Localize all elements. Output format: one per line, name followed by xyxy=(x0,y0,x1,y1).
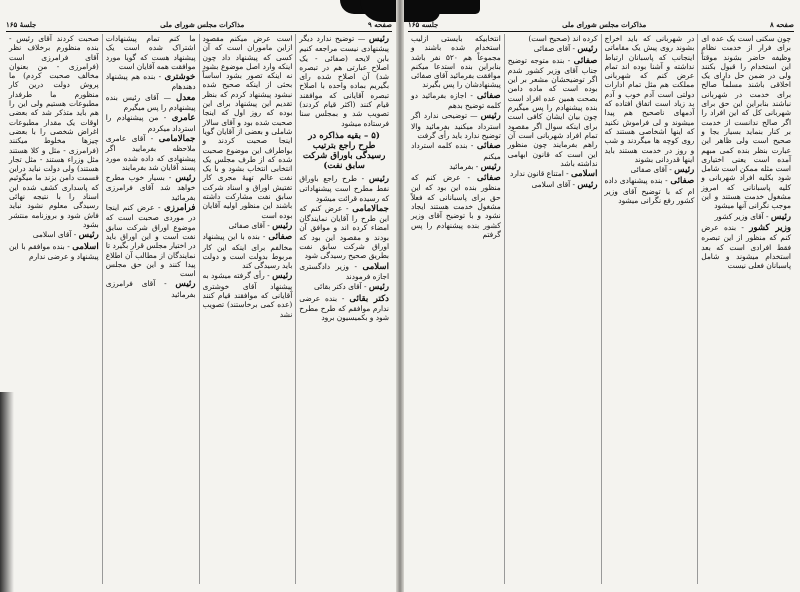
speaker-name: دکتر بقائی xyxy=(349,293,389,304)
speech-paragraph xyxy=(411,91,501,111)
speech-text: - بنده عرضی ندارم موافقم که طرح مطرح شود و بکمیسیون برود xyxy=(299,293,389,323)
speaker-name: فرامرزی xyxy=(164,203,196,214)
speaker-name: رئیس xyxy=(175,279,196,290)
speech-paragraph xyxy=(299,204,389,261)
speaker-name: رئیس xyxy=(272,220,293,231)
speech-text: - آقای دکتر بقائی xyxy=(313,282,367,292)
speaker-name: اسلامی xyxy=(571,169,598,180)
speaker-name: صفائی xyxy=(268,232,293,243)
speech-text: - بسیار خوب مطرح خواهد شد آقای فرامرزی بفرمائید xyxy=(105,173,196,202)
speech-text: - اجازه بفرمائید دو کلمه توضیح بدهم xyxy=(411,90,501,111)
speech-text: - بفرمائید xyxy=(449,161,479,171)
speech-text: - عرض کنم که این طرح را آقایان نمایندگان امضاء کرده اند و موافق آن بودند و مقصود این بود که اوراق شرکت سابق نفت بطریق صحیح رسیدگی شود xyxy=(299,203,389,261)
scan-shadow xyxy=(0,392,14,592)
speaker-name: صفائی xyxy=(476,90,501,101)
speech-paragraph xyxy=(9,230,99,240)
speaker-name: رئیس xyxy=(175,173,196,184)
header-rule xyxy=(6,31,392,32)
speaker-name: جمالامامی xyxy=(158,133,196,144)
speech-paragraph xyxy=(203,221,293,231)
speech-paragraph xyxy=(106,134,196,172)
speech-paragraph xyxy=(508,56,598,169)
text-column xyxy=(295,34,392,584)
speech-paragraph xyxy=(203,232,293,270)
speaker-name: خوشتری xyxy=(164,72,196,83)
speech-text: - بنده پیشنهادی داده ام که با توضیح آقای وزیر کشور رفع نگرانی میشود xyxy=(604,176,695,206)
speech-paragraph xyxy=(411,34,501,90)
speech-text: - طرح راجع باوراق نفط مطرح است پیشنهاداتی که رسیده قرائت میشود xyxy=(299,173,389,203)
speech-text: - بنده با این پیشنهاد مخالفم برای اینکه این کار مربوط بدولت است و دولت باید رسیدگی کند xyxy=(202,232,293,271)
speaker-name: جمالامامی xyxy=(352,203,389,214)
speech-paragraph xyxy=(106,72,196,92)
speech-paragraph xyxy=(299,174,389,203)
speaker-name: رئیس xyxy=(674,165,695,176)
speech-text: - بنده کلمه استرداد میکنم xyxy=(411,141,501,161)
speech-paragraph xyxy=(106,203,196,278)
page-header xyxy=(408,18,794,30)
speaker-name: رئیس xyxy=(272,271,293,282)
speech-text: کرده اند (صحیح است) xyxy=(528,34,598,43)
speech-paragraph xyxy=(508,34,598,43)
speech-text: صحبت کردند آقای رئیس - بنده منظورم برخلاف نظر آقای فرامرزی است (فرامرزی - من بعنوان مخالف صحبت کردم) ما پروش دولت درین کار منظورم ما طرفدار مطبوعات هستیم ولی این را هم باید متذکر شد که بعضی اوقات یک مقدار مطبوعات اغراض شخصی را با بعضی چیزها مخلوط میکنند (فرامرزی - مثل و کلا هستند مثل وزراء هستند - مثل تجار هستند) ولی دولت نباید دراین قسمت دامن بزند ما میگوئیم که پاسداری کشف شده این اسناد را با نتیجه نهائی رسیدگی معلوم نشود نباید فاش شود و بروزنامه منتشر بشود xyxy=(9,34,99,229)
speaker-name: رئیس xyxy=(480,111,501,122)
speech-text: - رأی گرفته میشود به پیشنهاد آقای خوشتری آقایانی که موافقند قیام کنند (عده کمی برخاستند) تصویب نشد xyxy=(202,271,293,319)
speech-paragraph xyxy=(9,242,99,262)
speech-text: - امتناع قانون ندارد xyxy=(510,169,569,179)
speaker-name: رئیس xyxy=(770,211,791,222)
speaker-name: رئیس xyxy=(368,34,389,44)
speech-paragraph xyxy=(605,34,695,164)
speaker-name: صفائی xyxy=(476,173,501,184)
speech-paragraph xyxy=(508,180,598,190)
page-number: صفحه ۸ xyxy=(770,19,794,29)
speech-text: ما کنم تمام پیشنهادات اشتراک شده است یک پیشنهاد هست که گویا مورد موافقت همه آقایان است xyxy=(105,34,196,71)
speech-paragraph xyxy=(701,223,791,270)
text-column xyxy=(199,34,296,584)
left-page xyxy=(0,0,398,592)
speech-paragraph xyxy=(411,162,501,172)
speech-text: در شهربانی که باید اخراج بشوند روی پیش یک مقاماتی اینجانب که پاسبانان ارتباط نداشته و آشنا بوده اند تمام عرض کنم که شهربانی مملکت هم مثل تمام ادارات دولتی است آدم خوب و آدم بد زیاد است اتفاق افتاده که آدمهای ناصحیح هم پیدا میشوند و لی فراموش نکنید که اینها اشخاصی هستند که روی کوچه ها میگردند و شب و روز در خدمت هستند باید اینها قدردانی بشوند xyxy=(604,34,695,164)
text-column xyxy=(408,34,504,584)
speech-paragraph xyxy=(411,173,501,239)
speech-paragraph xyxy=(411,111,501,140)
session-number: جلسهٔ ۱۶۵ xyxy=(6,19,37,29)
speech-text: — توضیح ندارد دیگر پیشنهادی نیست مراجعه کنیم بابن لایحه (صفائی - یک اصلاح عبارتی هم در تبصره شد) آن اصلاح شده رای بگیریم بماده واحده با اصلاح تبصره آقایانی که موافقند قیام کنند (اکثر قیام کردند) تصویب شد و بمجلس سنا فرستاده میشود xyxy=(299,34,389,128)
speaker-name: وزیر کشور xyxy=(749,222,791,233)
speech-paragraph xyxy=(701,212,791,222)
speech-text: - آقای صفائی xyxy=(533,44,576,54)
speech-text: — توضیحی ندارد اگر استرداد میکنید بفرمائید والا توضیح ندارد باید رأی گرفت xyxy=(411,111,501,140)
speaker-name: اسلامی xyxy=(72,241,99,252)
text-column xyxy=(601,34,698,584)
speech-paragraph xyxy=(605,165,695,175)
speech-text: - بنده متوجه توضیح جناب آقای وزیر کشور شدم اگر توضیحشان مشعر بر این بوده است که ماده دامن بصحت همین عده افراد است بنده پیشنهادم را پس میگیرم چون بیان ایشان کافی است برای اینکه سوال اگر مقصود تمام افراد شهربانی است آن راهم بفرمایند چون منظور این است که قانون ابهامی نداشته باشد xyxy=(507,55,598,168)
speech-paragraph xyxy=(9,34,99,229)
speech-paragraph xyxy=(411,141,501,161)
speaker-name: رئیس xyxy=(368,282,389,293)
speech-text: - آقای صفائی xyxy=(630,165,672,175)
speech-paragraph xyxy=(299,282,389,292)
speaker-name: صفائی xyxy=(476,141,501,152)
speaker-name: رئیس xyxy=(78,230,99,241)
page-header xyxy=(6,18,392,30)
speaker-name: رئیس xyxy=(577,44,598,55)
header-rule xyxy=(408,31,794,32)
session-number: جلسه ۱۶۵ xyxy=(408,19,439,29)
speech-paragraph xyxy=(299,294,389,323)
speech-text: — آقای رئیس بنده پیشنهادم را پس میگیرم xyxy=(105,92,196,113)
speech-paragraph xyxy=(203,271,293,318)
text-columns xyxy=(6,34,392,584)
speech-text: - بنده هم پیشنهاد دهندهام xyxy=(105,72,196,92)
speech-text: - آقای صفائی xyxy=(228,220,270,230)
speech-text: - عرض کنم اینجا در موردی صحبت است که موضوع اوراق شرکت سابق نفت است و این اوراق باید در اختیار مجلس قرار بگیرد تا نمایندگان از مطالب آن اطلاع پیدا کنند و این حق مجلس است xyxy=(105,203,196,279)
speech-text: - من پیشنهادم را استرداد میکردم xyxy=(105,113,196,133)
text-column xyxy=(6,34,102,584)
speech-paragraph xyxy=(701,34,791,211)
speech-paragraph xyxy=(203,34,293,220)
speech-text: چون سکنی است یک عده ای برای فرار از خدمت نظام وظیفه حاضر بشوند موقتاً این استخدام را قبول بکنند ولی در ضمن حل دارای یک اخلاقی باشند مسلماً صالح برای خدمت در شهربانی نباشند بنابراین این حق برای شهربانی کل که این افراد را اگر صالح ندانست از خدمت بر کنار بنماید بسیار بجا و صحیح است ولی ظاهر این عبارت بنظر بنده کمی مبهم آمده است یعنی اختیاری است مثله ممکن است شامل شود بکلیه افراد شهربانی و کلیه پاسبانانی که امروز مشغول خدمت هستند و این موجب نگرانی آنها میشود xyxy=(701,34,791,211)
speech-text: - آقای اسلامی xyxy=(531,180,576,190)
speaker-name: صفائی xyxy=(670,176,695,187)
speech-paragraph xyxy=(106,279,196,299)
speech-text: انتخابیکه بایستی ازلیب استخدام شده باشند و مجموعاً هم ۵۲۰ نفر باشد بنابراین بنده استدعا میکنم موافقت بفرمائید آقای صفائی پیشنهادشان را پس بگیرند xyxy=(410,34,501,90)
running-title: مذاکرات مجلس شورای ملی xyxy=(160,19,245,29)
speech-paragraph xyxy=(508,169,598,179)
speaker-name: عامری xyxy=(171,113,196,124)
text-column xyxy=(697,34,794,584)
speech-text: - عرض کنم که منظور بنده این بود که این حق برای پاسبانانی که فعلاً مشغول خدمت هستند ایجاد نشود و با توضیح آقای وزیر کشور بنده پیشنهادم را پس گرفتم xyxy=(411,173,501,239)
speaker-name: رئیس xyxy=(577,180,598,191)
speech-paragraph xyxy=(299,262,389,282)
speech-text: - آقای وزیر کشور xyxy=(714,211,769,221)
speech-text: - آقای عامری ملاحظه بفرمایید اگر پیشنهادی که داده شده مورد پسند آقایان شد بفرمایند xyxy=(105,133,196,172)
speech-paragraph xyxy=(605,176,695,205)
text-columns xyxy=(408,34,794,584)
text-column xyxy=(102,34,199,584)
speech-paragraph xyxy=(106,34,196,71)
speech-text: - بنده عرض کنم که منظور از این تبصره فقط افرادی است که بعد استخدام میشوند و شامل پاسبانان فعلی نیست xyxy=(701,222,791,271)
speech-paragraph xyxy=(299,34,389,128)
speaker-name: رئیس xyxy=(480,161,501,172)
speaker-name: معدل xyxy=(175,92,196,103)
speech-text: - بنده موافقم با این پیشنهاد و عرضی ندارم xyxy=(9,241,99,261)
speech-text: - آقای اسلامی xyxy=(32,230,77,240)
speech-text: - وزیر دادگستری اجازه فرمودند xyxy=(299,261,389,281)
speech-paragraph xyxy=(106,173,196,202)
section-heading: (۵ – بقیه مذاکره در طرح راجع بترتیب رسیدگی باوراق شرکت سابق نفت) xyxy=(302,130,386,171)
speech-text: - آقای فرامرزی بفرمائید xyxy=(105,279,196,299)
speaker-name: رئیس xyxy=(368,173,389,184)
speech-text: است عرض میکنم مقصود ازاین ماموران است که آن کسی که پیشنهاد داد چون اینکه وارد اصل موضوع بشود نه اینکه تصور بشود اساساً بحثی از اینکه صحیح شده نبشود پیشنهاد کردم که بنظر تقدیم این پیشنهاد برای این بوده که روز اول که اینجا صحبت شده بود و آقای سالار شاملی و بعضی از آقایان گویا اینجا صحبت کردند و بواطراف این موضوع صحبت شده که از طرف مجلس یک انتخابی انتخاب بشود و با یک نفت عالم تهیهٔ مجری کار تفتیش اوراق و اسناد شرکت سابق نفت مشارکت داشته باشند این منظور اولیه آقایان بوده است xyxy=(202,34,293,220)
speech-paragraph xyxy=(508,44,598,54)
page-number: صفحه ۹ xyxy=(368,19,392,29)
text-column xyxy=(504,34,601,584)
speech-paragraph xyxy=(106,113,196,133)
speaker-name: اسلامی xyxy=(362,261,390,272)
speech-paragraph xyxy=(106,93,196,113)
right-page xyxy=(402,0,800,592)
running-title: مذاکرات مجلس شورای ملی xyxy=(562,19,647,29)
speaker-name: صفائی xyxy=(573,55,598,66)
